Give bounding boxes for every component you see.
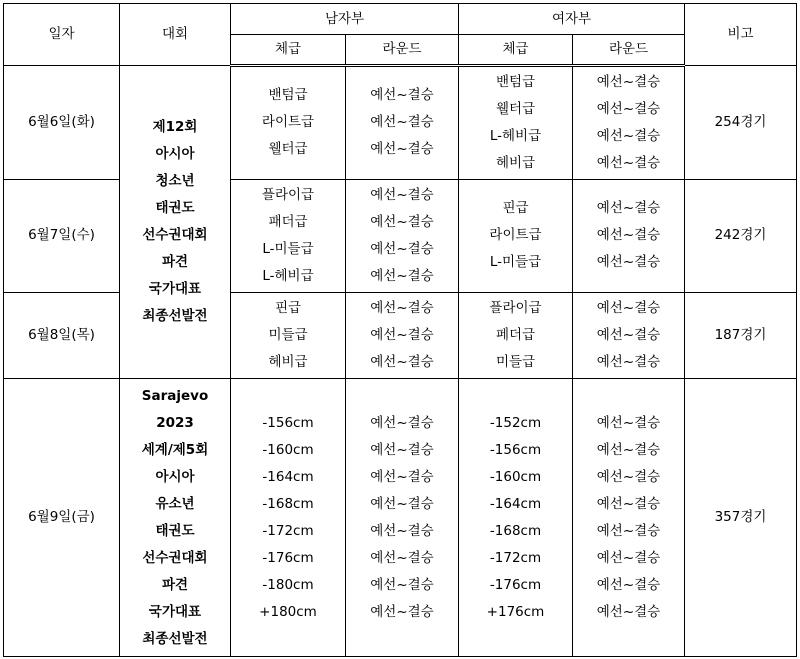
men-weight-cell [231,379,346,657]
round-text: 예선~결승 [370,603,434,620]
weight-class: 헤비급 [495,154,536,171]
weight-class: 핀급 [502,200,529,217]
event-line: 세계/제5회 [141,441,209,458]
note-cell: 357경기 [685,379,797,657]
round-text: 예선~결승 [596,603,661,620]
event-line: 아시아 [155,468,195,485]
event-line: 청소년 [155,173,195,190]
weight-class: 라이트급 [261,114,315,131]
men-weight-cell [231,179,346,292]
round-text: 예선~결승 [596,441,661,458]
event-line: 최종선발전 [142,308,208,325]
header-note: 비고 [685,4,797,66]
weight-class: +176cm [486,603,545,620]
round-text: 예선~결승 [596,414,661,431]
note-cell: 187경기 [685,292,797,378]
round-text: 예선~결승 [596,327,661,343]
note-cell: 242경기 [685,179,797,292]
women-weight-cell [459,179,573,292]
round-text: 예선~결승 [370,441,434,458]
date-cell: 6월6일(화) [4,66,120,179]
event-line: 유소년 [155,495,195,512]
date-cell: 6월8일(목) [4,292,120,378]
weight-class: -156cm [489,441,542,458]
round-text: 예선~결승 [596,227,661,244]
weight-class: -168cm [262,495,314,512]
event-line: 태권도 [155,522,195,539]
weight-class: -164cm [489,495,542,512]
event-cell [120,66,231,379]
round-text: 예선~결승 [370,141,434,158]
event-line: 태권도 [155,200,195,217]
weight-class: 웰터급 [268,141,308,158]
round-text: 예선~결승 [596,468,661,485]
weight-class: -164cm [262,468,314,485]
round-text: 예선~결승 [370,414,434,431]
header-women-round: 라운드 [573,35,685,66]
weight-class: -172cm [262,522,314,539]
event-line: 최종선발전 [142,630,208,647]
women-weight-cell [459,379,573,657]
date-cell: 6월9일(금) [4,379,120,657]
weight-class: -160cm [489,468,542,485]
round-text: 예선~결승 [596,73,661,90]
weight-class: L-헤비급 [489,127,542,144]
round-text: 예선~결승 [370,114,434,131]
men-round-cell [346,379,459,657]
round-text: 예선~결승 [596,200,661,217]
round-text: 예선~결승 [596,300,661,316]
men-round-cell [346,292,459,378]
round-text: 예선~결승 [596,354,661,370]
round-text: 예선~결승 [370,240,434,257]
weight-class: +180cm [259,603,317,620]
men-weight-cell [231,66,346,179]
header-event: 대회 [120,4,231,66]
weight-class: -176cm [262,549,314,566]
weight-class: 페더급 [495,327,536,343]
round-text: 예선~결승 [596,522,661,539]
header-women: 여자부 [459,4,685,35]
round-text: 예선~결승 [596,100,661,117]
header-row-1 [4,4,797,35]
weight-class: -176cm [489,576,542,593]
round-text: 예선~결승 [370,213,434,230]
round-text: 예선~결승 [596,495,661,512]
round-text: 예선~결승 [370,576,434,593]
header-men-round: 라운드 [346,35,459,66]
round-text: 예선~결승 [596,127,661,144]
weight-class: L-미들급 [489,254,542,271]
women-weight-cell [459,66,573,179]
event-line: Sarajevo [141,387,209,404]
weight-class: 플라이급 [489,300,542,316]
event-line: 제12회 [152,119,198,136]
event-line: 국가대표 [148,603,202,620]
event-line: 선수권대회 [142,549,208,566]
event-line: 선수권대회 [142,227,208,244]
round-text: 예선~결승 [370,468,434,485]
weight-class: 미들급 [268,327,308,343]
round-text: 예선~결승 [370,495,434,512]
weight-class: 라이트급 [489,227,542,244]
round-text: 예선~결승 [370,300,434,316]
women-round-cell [573,292,685,378]
event-line: 아시아 [155,146,195,163]
women-round-cell [573,179,685,292]
header-men: 남자부 [231,4,459,35]
weight-class: L-헤비급 [262,267,314,284]
women-weight-cell [459,292,573,378]
weight-class: 패더급 [268,213,308,230]
weight-class: 밴텀급 [268,87,308,104]
round-text: 예선~결승 [370,186,434,203]
event-line: 국가대표 [148,281,202,298]
event-line: 파견 [161,576,189,593]
weight-class: -168cm [489,522,542,539]
header-women-weight: 체급 [459,35,573,66]
weight-class: -152cm [489,414,542,431]
weight-class: -160cm [262,441,314,458]
women-round-cell [573,379,685,657]
weight-class: 헤비급 [268,354,308,370]
round-text: 예선~결승 [370,327,434,343]
weight-class: 밴텀급 [495,73,536,90]
weight-class: 미들급 [495,354,536,370]
round-text: 예선~결승 [596,549,661,566]
event-cell [120,379,231,657]
round-text: 예선~결승 [370,267,434,284]
round-text: 예선~결승 [370,87,434,104]
men-round-cell [346,179,459,292]
round-text: 예선~결승 [596,576,661,593]
event-line: 2023 [156,414,194,431]
round-text: 예선~결승 [596,254,661,271]
weight-class: -156cm [262,414,314,431]
schedule-table [3,3,797,657]
weight-class: 웰터급 [495,100,536,117]
weight-class: -172cm [489,549,542,566]
weight-class: 핀급 [274,300,302,316]
date-cell: 6월7일(수) [4,179,120,292]
header-date: 일자 [4,4,120,66]
round-text: 예선~결승 [596,154,661,171]
event-line: 파견 [161,254,189,271]
weight-class: -180cm [262,576,314,593]
round-text: 예선~결승 [370,549,434,566]
note-cell: 254경기 [685,66,797,179]
women-round-cell [573,66,685,179]
weight-class: L-미들급 [262,240,314,257]
header-men-weight: 체급 [231,35,346,66]
round-text: 예선~결승 [370,522,434,539]
weight-class: 플라이급 [261,186,315,203]
table-row [4,66,797,179]
round-text: 예선~결승 [370,354,434,370]
men-round-cell [346,66,459,179]
men-weight-cell [231,292,346,378]
table-row [4,379,797,657]
